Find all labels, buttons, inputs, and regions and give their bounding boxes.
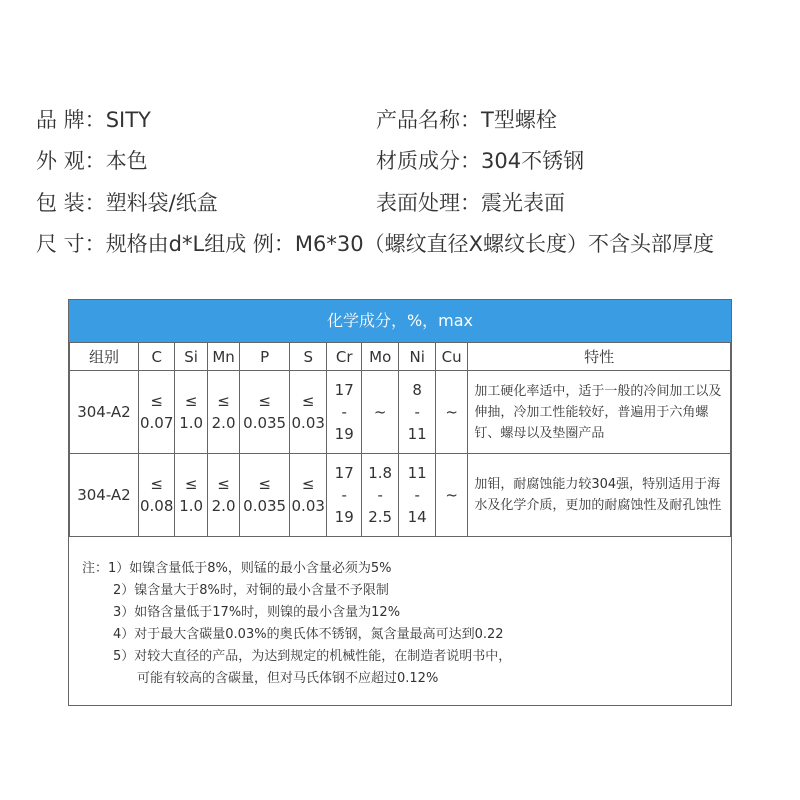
header-property: 特性 (468, 343, 731, 371)
table-row (70, 454, 731, 537)
header-ni: Ni (399, 343, 435, 371)
cell-p-sym: ≤ (258, 475, 271, 493)
note-item: 2）镍含量大于8%时，对铜的最小含量不予限制 (113, 583, 389, 598)
cell-grade: 304-A2 (70, 454, 139, 537)
cell-mn-sym: ≤ (217, 475, 230, 493)
spec-value-material: 304不锈钢 (481, 149, 585, 173)
cell-s-val: 0.03 (291, 497, 325, 515)
cell-ni-min: 11 (407, 464, 427, 482)
note-item: 3）如铬含量低于17%时，则镍的最小含量为12% (113, 605, 401, 620)
note-item: 1）如镍含量低于8%，则锰的最小含量必须为5% (108, 561, 392, 576)
header-c: C (138, 343, 174, 371)
cell-s-sym: ≤ (301, 392, 315, 410)
cell-c-val: 0.08 (139, 497, 174, 515)
spec-product-name (376, 104, 557, 136)
spec-row-packaging (36, 187, 796, 219)
cell-cr-max: 19 (334, 508, 354, 526)
cell-cu: ~ (435, 454, 467, 537)
cell-ni-min: 8 (412, 381, 422, 399)
spec-value-size: 规格由d*L组成 例：M6*30（螺纹直径X螺纹长度）不含头部厚度 (105, 232, 714, 256)
cell-mo (361, 454, 399, 537)
spec-value-appearance: 本色 (105, 149, 148, 173)
spec-value-brand: SITY (105, 108, 151, 132)
spec-label-brand: 品 牌： (36, 108, 106, 132)
cell-cr-max: 19 (334, 425, 354, 443)
cell-mn-sym: ≤ (217, 392, 230, 410)
cell-ni-max: 14 (407, 508, 427, 526)
spec-label-material: 材质成分： (376, 149, 481, 173)
header-cu: Cu (435, 343, 467, 371)
header-grade: 组别 (70, 343, 139, 371)
cell-cr-min: 17 (334, 464, 354, 482)
cell-cu: ~ (435, 371, 467, 454)
cell-s-sym: ≤ (301, 475, 315, 493)
cell-p (240, 454, 290, 537)
cell-grade: 304-A2 (70, 371, 139, 454)
note-line (69, 558, 731, 580)
spec-row-size (36, 228, 796, 260)
table-header-row (70, 343, 731, 371)
cell-c-sym: ≤ (150, 392, 163, 410)
spec-row-brand (36, 104, 796, 136)
cell-s (289, 371, 327, 454)
spec-label-size: 尺 寸： (36, 232, 106, 256)
cell-mo-max: 2.5 (368, 508, 393, 526)
spec-row-appearance (36, 145, 796, 177)
spec-label-surface: 表面处理： (376, 191, 481, 215)
cell-cr-sep: - (341, 403, 347, 421)
cell-p-sym: ≤ (258, 392, 271, 410)
cell-cr (327, 371, 361, 454)
cell-si (175, 371, 207, 454)
spec-value-product-name: T型螺栓 (481, 108, 557, 132)
spec-label-product-name: 产品名称： (376, 108, 481, 132)
cell-cr (327, 454, 361, 537)
cell-si-val: 1.0 (179, 414, 204, 432)
cell-ni-sep: - (414, 403, 420, 421)
header-si: Si (175, 343, 207, 371)
spec-label-appearance: 外 观： (36, 149, 106, 173)
note-continuation: 可能有较高的含碳量，但对马氏体钢不应超过0.12% (137, 671, 439, 686)
spec-value-packaging: 塑料袋/纸盒 (105, 191, 218, 215)
cell-mn-val: 2.0 (211, 414, 236, 432)
cell-c-val: 0.07 (139, 414, 174, 432)
cell-si-sym: ≤ (184, 392, 198, 410)
cell-mn-val: 2.0 (211, 497, 236, 515)
note-item: 5）对较大直径的产品，为达到规定的机械性能，在制造者说明书中， (113, 649, 512, 664)
cell-ni-sep: - (414, 486, 420, 504)
note-prefix: 注： (82, 561, 109, 576)
spec-surface (376, 187, 565, 219)
header-p: P (240, 343, 290, 371)
chemical-composition-table (68, 299, 732, 706)
spec-material (376, 145, 584, 177)
spec-value-surface: 震光表面 (481, 191, 565, 215)
cell-si-sym: ≤ (184, 475, 198, 493)
cell-cr-min: 17 (334, 381, 354, 399)
cell-si (175, 454, 207, 537)
table-row (70, 371, 731, 454)
notes-section (69, 538, 731, 690)
cell-s-val: 0.03 (291, 414, 325, 432)
cell-p-val: 0.035 (243, 414, 287, 432)
cell-mn (207, 454, 239, 537)
header-s: S (289, 343, 327, 371)
cell-c-sym: ≤ (150, 475, 163, 493)
cell-ni (399, 371, 435, 454)
cell-mo-min: 1.8 (368, 464, 393, 482)
composition-grid (69, 342, 731, 537)
header-cr: Cr (327, 343, 361, 371)
cell-ni (399, 454, 435, 537)
cell-c (138, 371, 174, 454)
cell-p (240, 371, 290, 454)
cell-s (289, 454, 327, 537)
note-item: 4）对于最大含碳量0.03%的奥氏体不锈钢，氮含量最高可达到0.22 (113, 627, 504, 642)
cell-c (138, 454, 174, 537)
cell-property: 加钼，耐腐蚀能力较304强，特别适用于海水及化学介质，更加的耐腐蚀性及耐孔蚀性 (468, 454, 731, 537)
cell-ni-max: 11 (407, 425, 427, 443)
cell-mn (207, 371, 239, 454)
cell-mo: ~ (361, 371, 399, 454)
spec-label-packaging: 包 装： (36, 191, 106, 215)
cell-si-val: 1.0 (179, 497, 204, 515)
cell-mo-sep: - (377, 486, 383, 504)
cell-cr-sep: - (341, 486, 347, 504)
cell-p-val: 0.035 (243, 497, 287, 515)
cell-property: 加工硬化率适中，适于一般的冷间加工以及伸抽，冷加工性能较好，普遍用于六角螺钉、螺母以及垫圈产品 (468, 371, 731, 454)
header-mo: Mo (361, 343, 399, 371)
table-title: 化学成分，%，max (69, 300, 731, 342)
header-mn: Mn (207, 343, 239, 371)
